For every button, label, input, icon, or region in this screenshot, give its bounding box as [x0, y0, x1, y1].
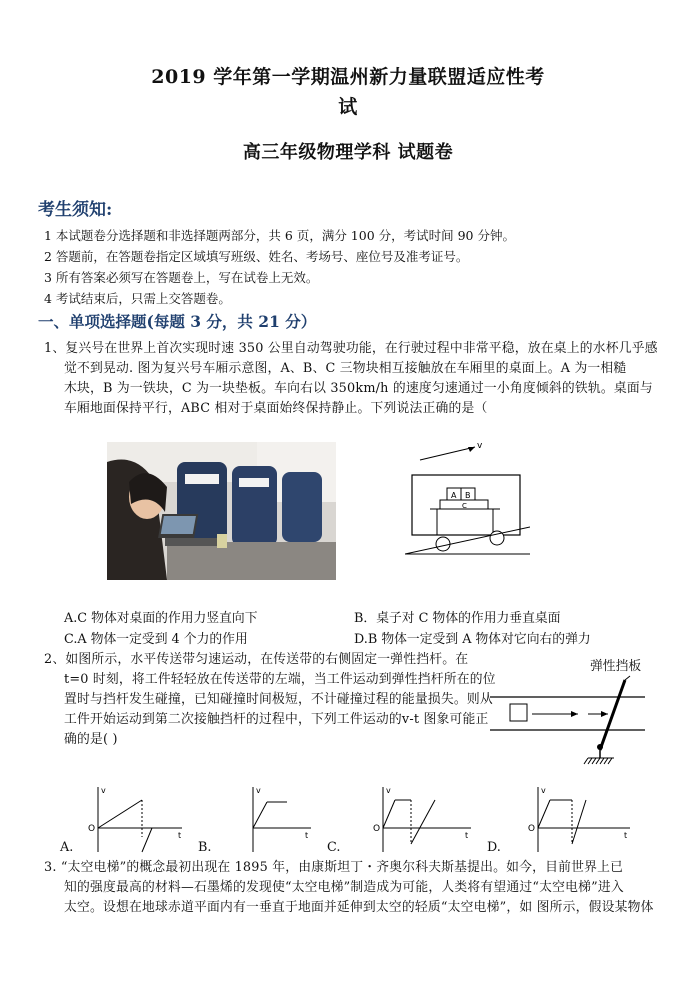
q2-option-b: B.: [198, 840, 212, 855]
velocity-arrow-icon: [468, 447, 475, 452]
origin-label: O: [88, 824, 96, 834]
block-a-label: A: [451, 491, 457, 500]
workpiece-block: [510, 704, 527, 721]
question-1-line: 1、复兴号在世界上首次实现时速 350 公里自动驾驶功能，在行驶过程中非常平稳，放在桌上的水杯几乎感: [44, 341, 658, 356]
velocity-label: v: [477, 441, 483, 451]
notice-item-1: 1 本试题卷分选择题和非选择题两部分，共 6 页，满分 100 分，考试时间 90 分钟。: [44, 228, 515, 243]
notice-item-2: 2 答题前，在答题卷指定区域填写班级、姓名、考场号、座位号及准考证号。: [44, 249, 469, 264]
q2-option-c: C.: [327, 840, 341, 855]
exam-title-line2: 试: [338, 96, 358, 118]
question-3-line: 知的强度最高的材料—石墨烯的发现使“太空电梯”制造成为可能，人类将有望通过“太空电梯”进入: [64, 880, 624, 895]
arrow-right-icon: [571, 711, 578, 717]
question-1-line: 车厢地面保持平行，ABC 相对于桌面始终保持静止。下列说法正确的是（: [64, 401, 488, 416]
question-2-line: 2、如图所示，水平传送带匀速运动，在传送带的右侧固定一弹性挡杆。在: [44, 652, 469, 667]
question-3-line: 太空。设想在地球赤道平面内有一垂直于地面并延伸到太空的轻质“太空电梯”，如 图所示，假设某物体: [64, 900, 654, 915]
question-2-line: 置时与挡杆发生碰撞，已知碰撞时间极短，不计碰撞过程的能量损失。则从: [64, 692, 493, 707]
wheel-icon: [436, 537, 450, 551]
q1-option-d: D.B 物体一定受到 A 物体对它向右的弹力: [354, 632, 591, 647]
q2-option-d: D.: [487, 840, 501, 855]
vt-graph-b: [215, 782, 365, 854]
vt-graph-c: [345, 782, 495, 854]
axis-t-label: t: [465, 831, 469, 840]
notice-item-4: 4 考试结束后，只需上交答题卷。: [44, 291, 231, 306]
q1-option-a: A.C 物体对桌面的作用力竖直向下: [64, 611, 258, 626]
vt-graph-a: [60, 782, 210, 854]
question-3-line: 3. “太空电梯”的概念最初出现在 1895 年，由康斯坦丁・齐奥尔科夫斯基提出。如今，目前世界上已: [44, 860, 624, 875]
question-2-line: 工件开始运动到第二次接触挡杆的过程中，下列工件运动的v-t 图象可能正: [64, 712, 489, 727]
q1-option-c: C.A 物体一定受到 4 个力的作用: [64, 632, 248, 647]
block-c-label: C: [462, 502, 467, 510]
conveyor-diagram: [490, 672, 665, 772]
arrow-right-icon: [601, 711, 608, 717]
origin-label: O: [373, 824, 381, 834]
axis-t-label: t: [305, 831, 309, 840]
block-b-label: B: [465, 491, 471, 500]
question-2-line: 确的是( ): [64, 732, 118, 747]
axis-v-label: v: [386, 786, 391, 795]
train-interior-photo: [107, 442, 336, 580]
q1-option-b: B．桌子对 C 物体的作用力垂直桌面: [354, 611, 561, 626]
axis-t-label: t: [178, 831, 182, 840]
question-1-text: [44, 339, 684, 419]
question-3-text: [44, 858, 689, 918]
question-1-line: 觉不到晃动. 图为复兴号车厢示意图，A、B、C 三物块相互接触放在车厢里的桌面上。A 为一相糙: [64, 361, 627, 376]
axis-v-label: v: [541, 786, 546, 795]
exam-title-line1: 2019 学年第一学期温州新力量联盟适应性考: [151, 66, 545, 88]
q2-option-a: A.: [60, 840, 74, 855]
elastic-board-label: 弹性挡板: [590, 659, 642, 674]
axis-v-label: v: [101, 786, 106, 795]
notice-heading: 考生须知:: [38, 200, 113, 220]
origin-label-mirrored: O: [527, 824, 535, 834]
question-2-text: [44, 650, 504, 750]
exam-subtitle: 高三年级物理学科 试题卷: [242, 142, 454, 163]
axis-v-label: v: [256, 786, 261, 795]
section-title: 一、单项选择题(每题 3 分，共 21 分）: [38, 312, 317, 331]
question-2-line: t=0 时刻，将工件轻轻放在传送带的左端，当工件运动到弹性挡杆所在的位: [64, 672, 496, 687]
axis-t-label: t: [624, 831, 628, 840]
notice-item-3: 3 所有答案必须写在答题卷上，写在试卷上无效。: [44, 270, 319, 285]
question-1-line: 木块，B 为一铁块，C 为一块垫板。车向右以 350km/h 的速度匀速通过一小角度倾斜的铁轨。桌面与: [64, 381, 653, 396]
vt-graph-d: [500, 782, 650, 854]
train-carriage-diagram: [405, 440, 530, 560]
